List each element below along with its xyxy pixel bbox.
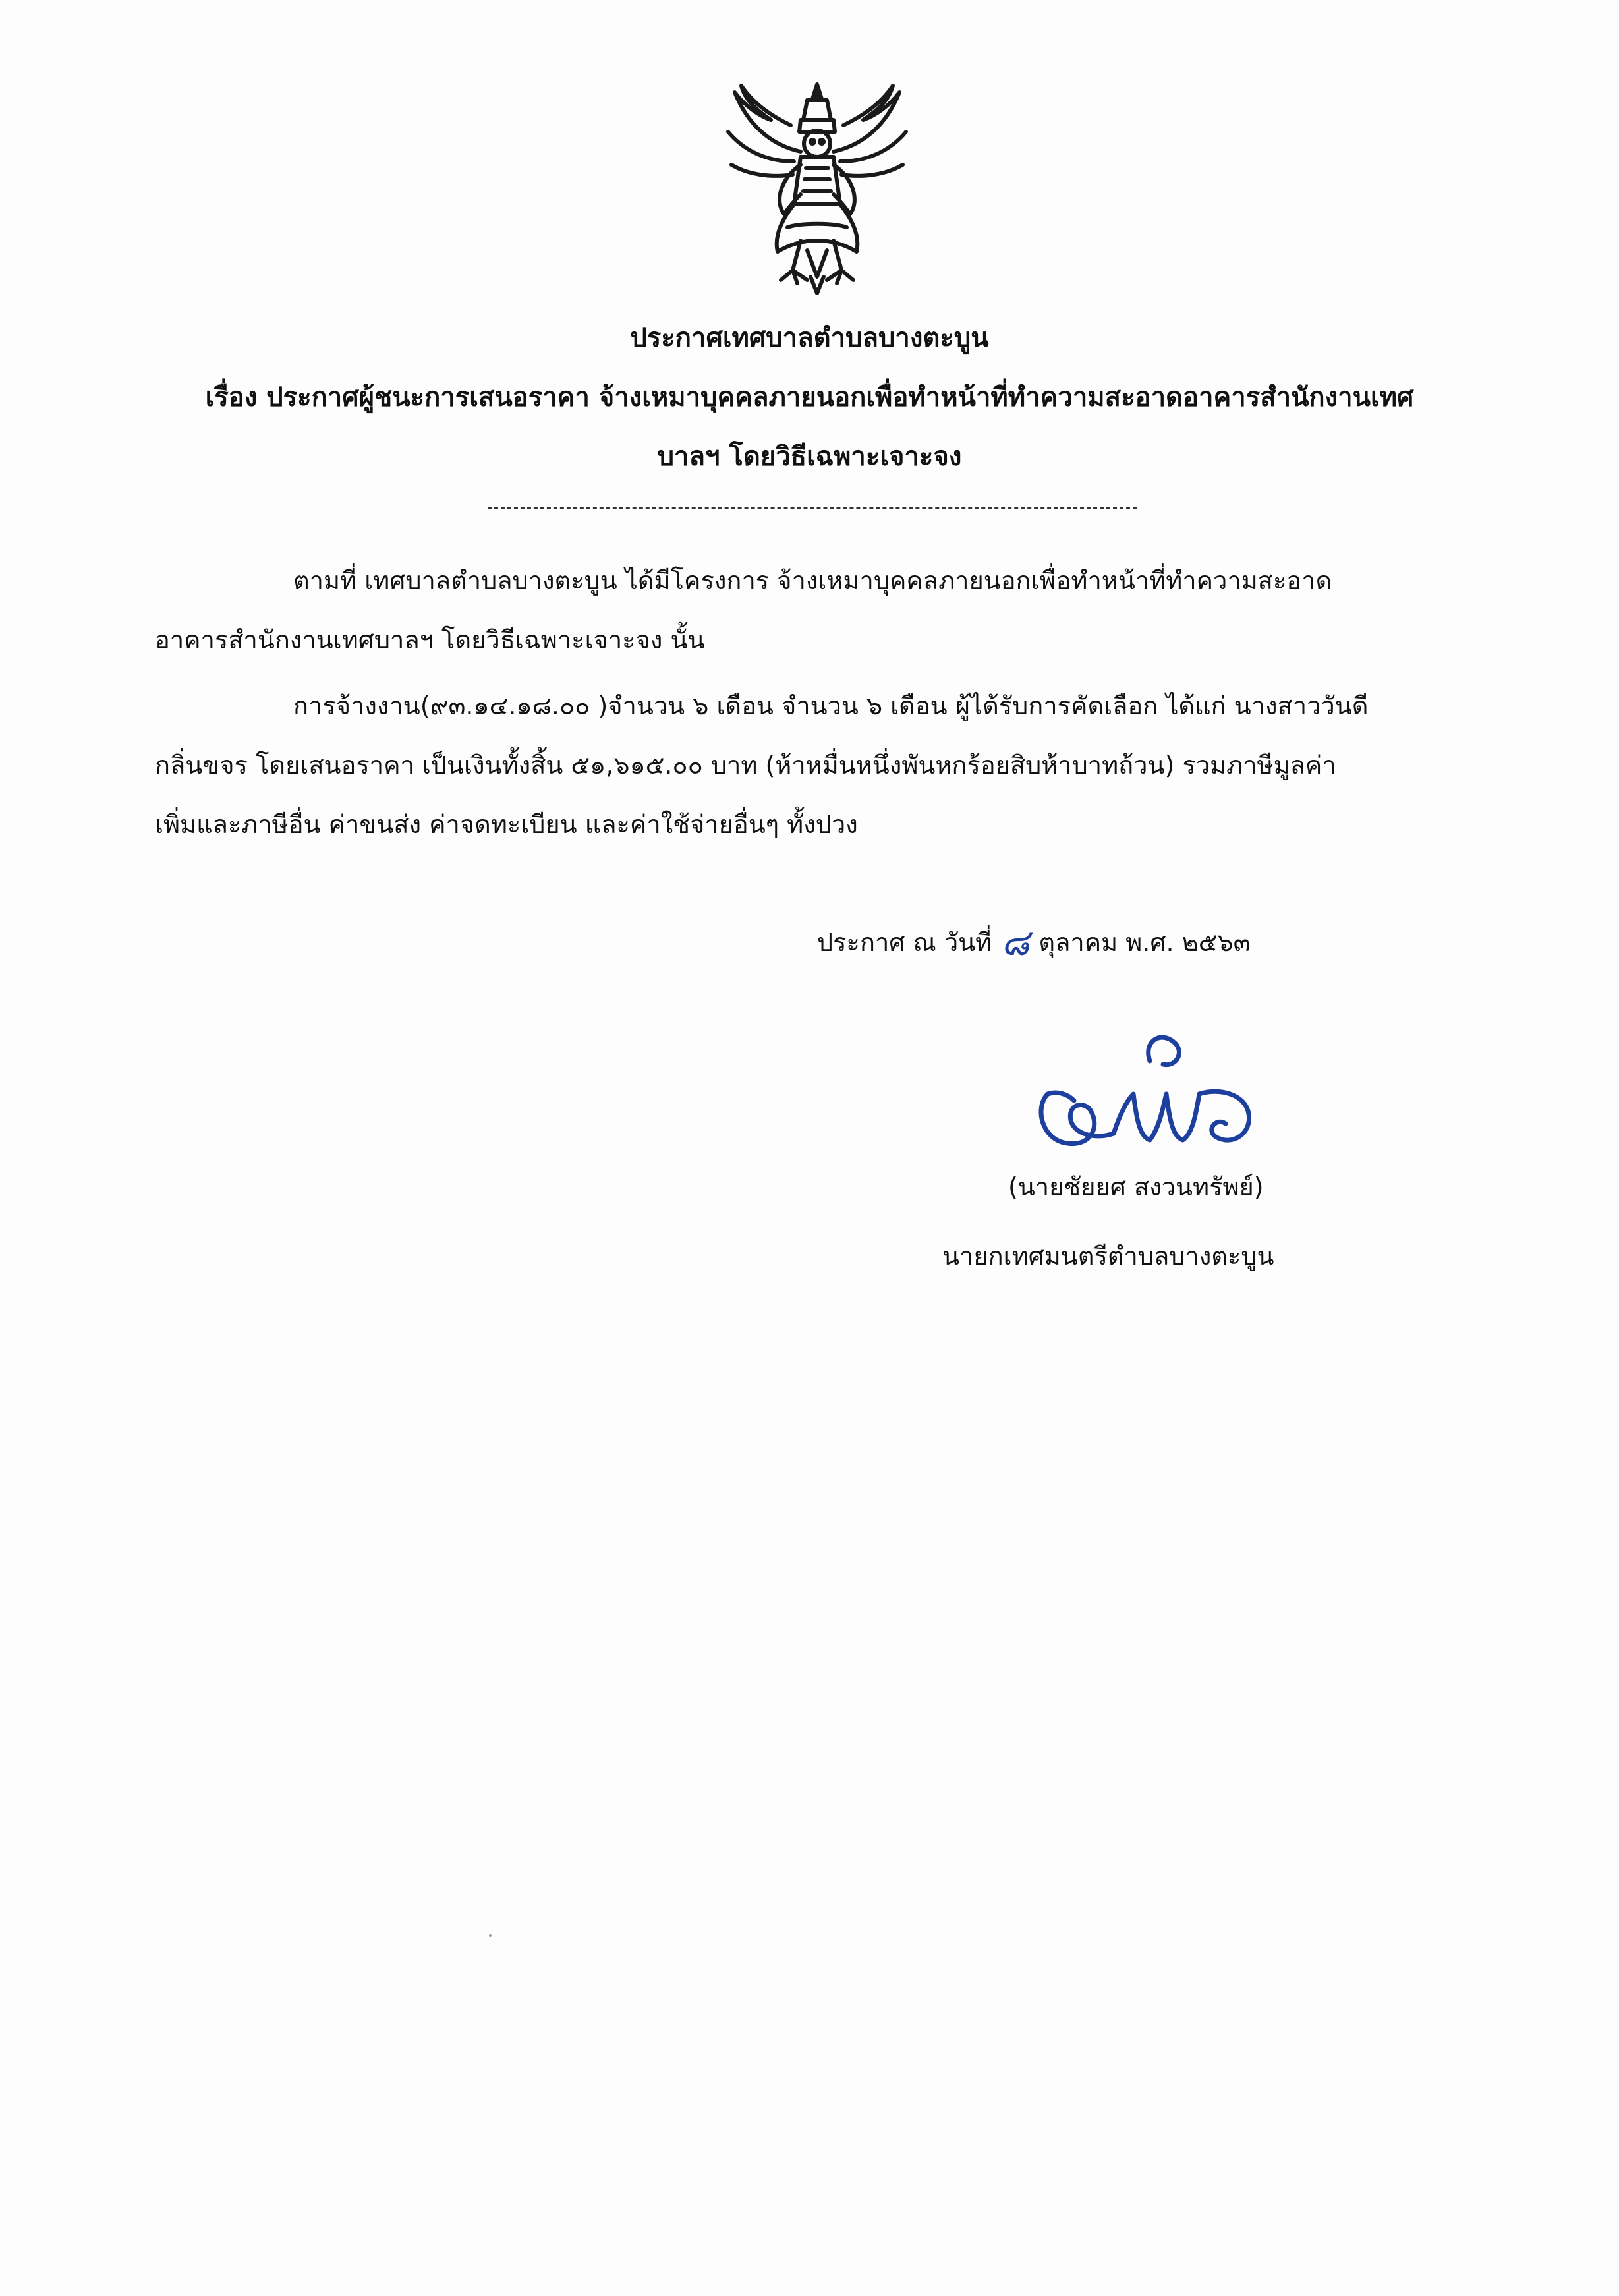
signatory-position: นายกเทศมนตรีตำบลบางตะบูน bbox=[942, 1242, 1274, 1271]
date-prefix: ประกาศ ณ วันที่ bbox=[817, 928, 992, 957]
paragraph-2-line-2: กลิ่นขจร โดยเสนอราคา เป็นเงินทั้งสิ้น ๕๑,๖๑๕.๐๐ บาท (ห้าหมื่นหนึ่งพันหกร้อยสิบห้าบาทถ้วน) รวมภาษีมูลค่า bbox=[155, 751, 1336, 780]
handwritten-signature bbox=[1028, 1028, 1292, 1173]
announcement-date bbox=[817, 913, 1251, 971]
announcement-title: ประกาศเทศบาลตำบลบางตะบูน bbox=[630, 323, 989, 353]
signatory-name: (นายชัยยศ สงวนทรัพย์) bbox=[1008, 1172, 1264, 1201]
scan-speck bbox=[489, 1934, 492, 1937]
date-suffix: ตุลาคม พ.ศ. ๒๕๖๓ bbox=[1038, 928, 1251, 957]
paragraph-2-line-3: เพิ่มและภาษีอื่น ค่าขนส่ง ค่าจดทะเบียน และค่าใช้จ่ายอื่นๆ ทั้งปวง bbox=[155, 810, 858, 839]
handwritten-day: ๘ bbox=[1001, 921, 1030, 964]
divider bbox=[488, 507, 1137, 509]
subject-line: เรื่อง ประกาศผู้ชนะการเสนอราคา จ้างเหมาบุคคลภายนอกเพื่อทำหน้าที่ทำความสะอาดอาคารสำนักงานเทศ bbox=[205, 382, 1414, 413]
garuda-emblem-icon bbox=[708, 79, 926, 303]
paragraph-1-line-1: ตามที่ เทศบาลตำบลบางตะบูน ได้มีโครงการ จ้างเหมาบุคคลภายนอกเพื่อทำหน้าที่ทำความสะอาด bbox=[293, 566, 1332, 595]
paragraph-1-line-2: อาคารสำนักงานเทศบาลฯ โดยวิธีเฉพาะเจาะจง นั้น bbox=[155, 625, 705, 654]
paragraph-2-line-1: การจ้างงาน(๙๓.๑๔.๑๘.๐๐ )จำนวน ๖ เดือน จำนวน ๖ เดือน ผู้ได้รับการคัดเลือก ได้แก่ นางสาววันดี bbox=[293, 691, 1369, 720]
subject-line-continued: บาลฯ โดยวิธีเฉพาะเจาะจง bbox=[657, 442, 962, 472]
